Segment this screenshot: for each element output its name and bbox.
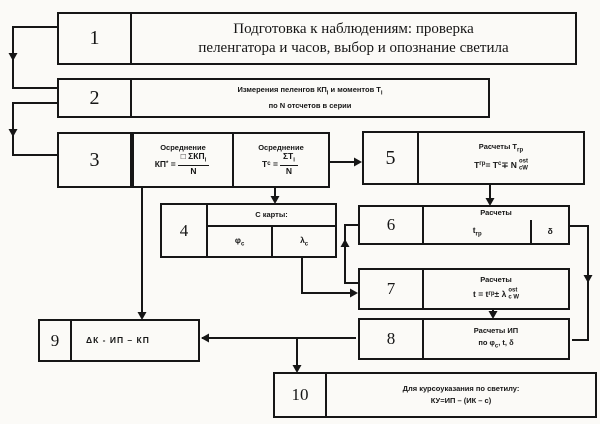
box-7-number: 7 <box>360 270 424 308</box>
box-9-formula: ΔК - ИП – КП <box>86 335 150 346</box>
box-4-lambda-cell: $\lambda_с$ <box>271 227 335 256</box>
box-2-sub-i1: i <box>326 90 329 97</box>
arrow-box1-to-box2 <box>13 27 57 88</box>
box-4-number: 4 <box>162 205 208 256</box>
arrowhead-down-left-loop2 <box>9 129 18 137</box>
fraction-t: $\frac{\Sigma Т_i}{N}$ <box>280 152 298 177</box>
arrowhead-down-right-link <box>584 275 593 283</box>
box-10-number: 10 <box>275 374 327 416</box>
box-10-line2: КУ=ИП – (ИК – с) <box>430 396 492 405</box>
box-3-avg1-formula: КП * = $\frac{□ \Sigma КП_i}{N}$ <box>155 152 212 177</box>
arrowhead-up-box7-to-box6 <box>341 239 350 247</box>
box-2-line1: Измерения пеленгов $КП_i$ и моментов $Т_i$ <box>237 85 383 97</box>
arrowhead-right-into-box7 <box>350 289 358 298</box>
box-4-phi-cell: $\varphi_с$ <box>234 234 245 248</box>
fraction-kp: $\frac{□ \Sigma КП_i}{N}$ <box>178 152 210 177</box>
box-1-line1: Подготовка к наблюдениям: проверка <box>233 20 474 37</box>
arrow-box7-box6-left-link <box>345 225 358 283</box>
box-7-title: Расчеты <box>480 275 512 285</box>
box-5-tgr-calculation <box>362 131 585 185</box>
box-6-header: Расчеты <box>480 208 512 218</box>
box-9-compass-correction <box>38 319 200 362</box>
box-7-local-hour-angle <box>358 268 570 310</box>
arrow-box6-to-box8-right-link <box>570 226 588 340</box>
box-2-line2: по N отсчетов в серии <box>268 100 352 110</box>
arrow-box4-to-box7 <box>302 258 356 293</box>
box-3-averaging-kp-cell <box>132 134 232 186</box>
box-3-avg2-title: Осреднение <box>258 142 304 152</box>
box-9-number: 9 <box>40 321 72 360</box>
box-3-avg1-title: Осреднение <box>160 142 206 152</box>
arrowhead-down-left-loop1 <box>9 53 18 61</box>
box-1-number: 1 <box>59 14 132 63</box>
box-7-lambda-supsub: ost c W <box>508 287 519 301</box>
box-8-true-bearing <box>358 318 570 360</box>
box-5-number: 5 <box>364 133 419 183</box>
box-5-title: Расчеты $Т_{гр}$ <box>478 142 524 154</box>
box-4-header: С карты: <box>255 209 288 219</box>
box-1-preparation <box>57 12 577 65</box>
box-8-line1: Расчеты ИП <box>473 326 519 336</box>
arrowhead-left-into-box9 <box>201 334 209 343</box>
box-6-tgr-delta-calculation <box>358 205 570 245</box>
box-2-measurements <box>57 78 490 118</box>
arrowhead-right-into-box5 <box>354 158 362 167</box>
box-3-number: 3 <box>59 134 132 186</box>
box-4-from-chart <box>160 203 337 258</box>
box-7-formula: t = t гр ± λ ost c W <box>473 287 519 301</box>
box-3-avg2-formula: Т с = $\frac{\Sigma Т_i}{N}$ <box>262 152 300 177</box>
box-5-n-supsub: ost cW <box>518 158 528 172</box>
box-10-line1: Для курсоуказания по светилу: <box>402 384 520 393</box>
box-10-course-indication <box>273 372 597 418</box>
box-6-tgr-cell: $t_{гр}$ <box>472 224 482 238</box>
arrow-box2-to-box3 <box>13 103 57 155</box>
box-2-sub-i2: i <box>380 90 383 97</box>
box-6-delta-cell: δ <box>530 220 568 243</box>
box-2-number: 2 <box>59 80 132 116</box>
box-1-line2: пеленгатора и часов, выбор и опознание светила <box>198 39 509 56</box>
box-5-formula: Т гр = Т с ∓ N ost cW <box>474 158 528 172</box>
box-8-line2: по $\varphi_с$, t, δ <box>478 338 514 350</box>
box-3-averaging <box>57 132 330 188</box>
box-6-number: 6 <box>360 207 424 243</box>
box-3-averaging-t-cell <box>232 134 328 186</box>
box-8-number: 8 <box>360 320 424 358</box>
